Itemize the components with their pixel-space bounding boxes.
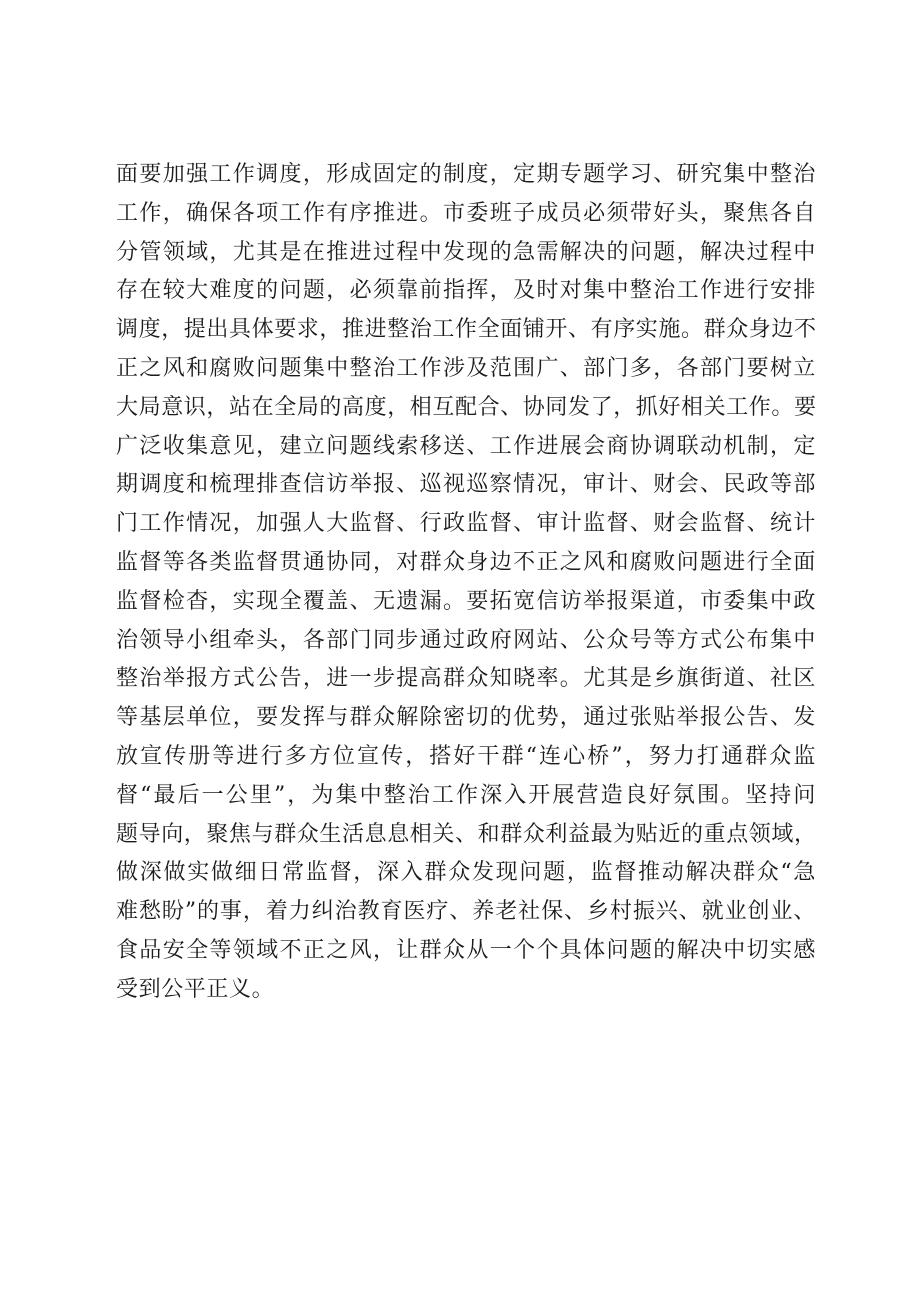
text-line-11: 监督等各类监督贯通协同，对群众身边不正之风和腐败问题进行全面 — [116, 549, 816, 575]
text-line-9: 期调度和梳理排查信访举报、巡视巡察情况，审计、财会、民政等部 — [116, 472, 816, 498]
text-line-21: 食品安全等领域不正之风，让群众从一个个具体问题的解决中切实感 — [116, 937, 816, 963]
text-line-5: 调度，提出具体要求，推进整治工作全面铺开、有序实施。群众身边不 — [116, 317, 817, 343]
text-line-17: 督“最后一公里”，为集中整治工作深入开展营造良好氛围。坚持问 — [116, 782, 816, 808]
text-line-7: 大局意识，站在全局的高度，相互配合、协同发了，抓好相关工作。要 — [116, 394, 817, 420]
text-line-8: 广泛收集意见，建立问题线索移送、工作进展会商协调联动机制，定 — [116, 433, 816, 459]
body-paragraph — [116, 156, 816, 1010]
text-line-20: 难愁盼”的事，着力纠治教育医疗、养老社保、乡村振兴、就业创业、 — [116, 899, 816, 925]
text-line-18: 题导向，聚焦与群众生活息息相关、和群众利益最为贴近的重点领域， — [116, 821, 817, 847]
text-line-19: 做深做实做细日常监督，深入群众发现问题，监督推动解决群众“急 — [116, 860, 816, 886]
text-line-1: 面要加强工作调度，形成固定的制度，定期专题学习、研究集中整治 — [116, 162, 816, 187]
text-line-10: 门工作情况，加强人大监督、行政监督、审计监督、财会监督、统计 — [116, 511, 816, 537]
text-line-22: 受到公平正义。 — [116, 976, 275, 1002]
text-line-15: 等基层单位，要发挥与群众解除密切的优势，通过张贴举报公告、发 — [116, 705, 816, 731]
text-line-16: 放宣传册等进行多方位宣传，搭好干群“连心桥”，努力打通群众监 — [116, 743, 816, 769]
text-line-2: 工作，确保各项工作有序推进。市委班子成员必须带好头，聚焦各自 — [116, 200, 816, 226]
text-line-14: 整治举报方式公告，进一步提高群众知晓率。尤其是乡旗街道、社区 — [116, 666, 816, 692]
text-line-6: 正之风和腐败问题集中整治工作涉及范围广、部门多，各部门要树立 — [116, 355, 816, 381]
text-line-13: 治领导小组牵头，各部门同步通过政府网站、公众号等方式公布集中 — [116, 627, 816, 653]
text-line-3: 分管领域，尤其是在推进过程中发现的急需解决的问题，解决过程中 — [116, 239, 816, 265]
text-line-12: 监督检杳，实现全覆盖、无遗漏。要拓宽信访举报渠道，市委集中政 — [116, 588, 816, 614]
text-line-4: 存在较大难度的问题，必须靠前指挥，及时对集中整治工作进行安排 — [116, 278, 816, 304]
